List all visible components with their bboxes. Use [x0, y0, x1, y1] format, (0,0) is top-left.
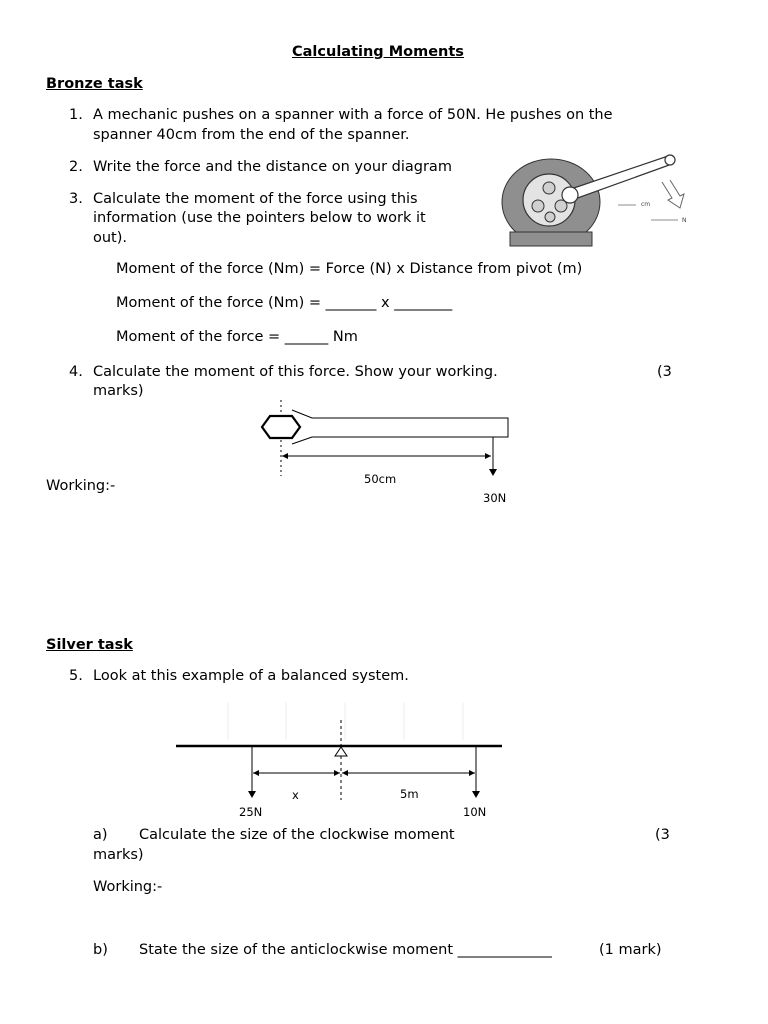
right-force-label: 10N [463, 805, 487, 819]
spanner-neck [292, 410, 508, 444]
q1-text-line2: spanner 40cm from the end of the spanner. [93, 127, 410, 143]
q3-text-line3: out). [93, 230, 128, 246]
bronze-working-label: Working:- [46, 478, 116, 494]
silver-working-label: Working:- [93, 879, 163, 895]
q3-text-line1: Calculate the moment of the force using this [93, 191, 418, 207]
qb-letter: b) [93, 942, 108, 958]
q2-text: Write the force and the distance on your diagram [93, 159, 452, 175]
distance-label: 50cm [364, 472, 397, 486]
q1-text-line1: A mechanic pushes on a spanner with a force of 50N. He pushes on the [93, 107, 613, 123]
q5-number: 5. [69, 668, 83, 684]
force-label: 30N [483, 491, 507, 505]
q1-number: 1. [69, 107, 83, 123]
q3-text-line2: information (use the pointers below to work it [93, 210, 426, 226]
qa-text: Calculate the size of the clockwise moment [139, 827, 455, 843]
qa-letter: a) [93, 827, 108, 843]
pivot-triangle [335, 747, 347, 756]
balance-diagram [170, 700, 510, 825]
qb-text: State the size of the anticlockwise moment _____________ [139, 942, 552, 958]
left-force-arrowhead [248, 791, 256, 798]
faint-gridlines [228, 702, 463, 740]
right-distance-label: 5m [400, 787, 419, 801]
q3-number: 3. [69, 191, 83, 207]
qb-marks: (1 mark) [599, 942, 662, 958]
force-arrowhead [489, 469, 497, 476]
q5-text: Look at this example of a balanced system. [93, 668, 409, 684]
q4-text: Calculate the moment of this force. Show your working. [93, 364, 498, 380]
q4-marks-cont: marks) [93, 383, 144, 399]
spanner-diagram [250, 400, 530, 515]
pointer-3: Moment of the force = ______ Nm [116, 329, 358, 345]
qa-marks: (3 [655, 827, 670, 843]
force-arrow-icon [662, 180, 684, 208]
left-force-label: 25N [239, 805, 263, 819]
q4-number: 4. [69, 364, 83, 380]
right-force-arrowhead [472, 791, 480, 798]
left-distance-label: x [292, 788, 299, 802]
pointer-2: Moment of the force (Nm) = _______ x ________ [116, 295, 453, 311]
q2-number: 2. [69, 159, 83, 175]
page-title: Calculating Moments [292, 44, 464, 60]
wheel-n-label: N [682, 217, 687, 224]
wheel-spanner-illustration [496, 150, 696, 260]
spanner-head [262, 416, 300, 438]
pointer-1: Moment of the force (Nm) = Force (N) x Distance from pivot (m) [116, 261, 583, 277]
q4-marks: (3 [657, 364, 672, 380]
qa-marks-cont: marks) [93, 847, 144, 863]
tyre-base [510, 232, 592, 246]
bronze-task-heading: Bronze task [46, 76, 143, 92]
silver-task-heading: Silver task [46, 637, 133, 653]
wheel-cm-label: cm [641, 201, 651, 208]
